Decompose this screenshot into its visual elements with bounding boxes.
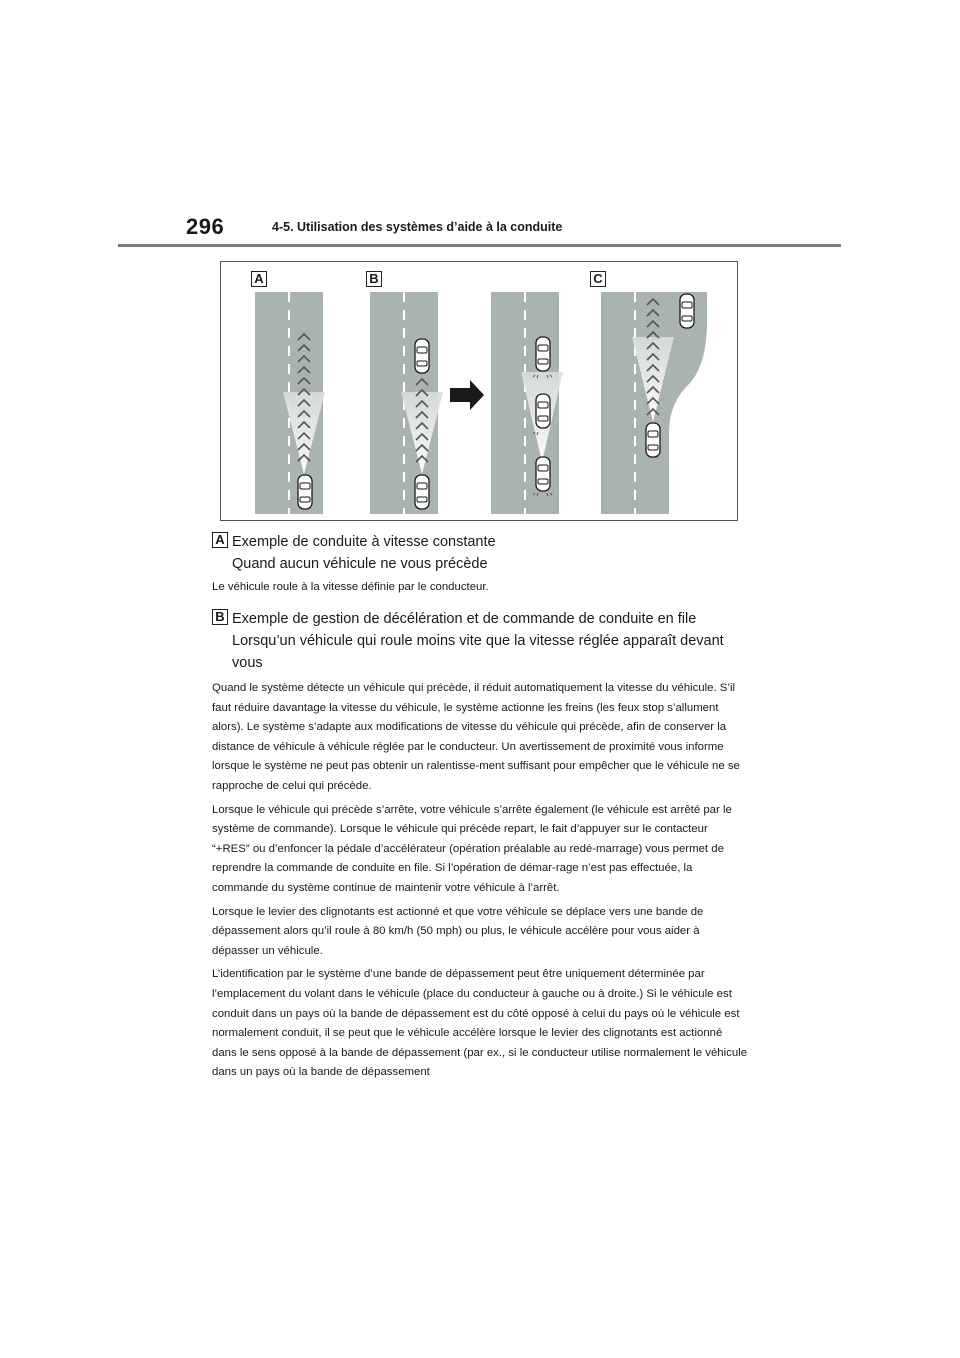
- section-title: 4-5. Utilisation des systèmes d’aide à la conduite: [272, 220, 563, 234]
- own-car-b2: [536, 457, 550, 491]
- section-a-paragraph: Le véhicule roule à la vitesse définie par le conducteur.: [212, 581, 489, 593]
- page-number: 296: [186, 214, 225, 239]
- own-car-c: [646, 423, 660, 457]
- section-b-paragraph-2: Lorsque le véhicule qui précède s’arrête, votre véhicule s’arrête également (le véhicule est arrêté par le système de commande). Lorsque le véhicule qui précède repart, le fait d’appuyer sur le contacteur “+RES” ou d’enfoncer la pédale d’accélérateur (opération préalable au redé-marrage) vous permet de reprendre la commande de conduite en file. Si l’opération de démar-rage n’est pas effectuée, la commande du système continue de maintenir votre véhicule à l’arrêt.: [212, 803, 732, 894]
- section-a-heading: Exemple de conduite à vitesse constante: [232, 534, 496, 550]
- own-car-a: [298, 475, 312, 509]
- section-b-subheading: Lorsqu’un véhicule qui roule moins vite que la vitesse réglée apparaît devant: [232, 633, 724, 649]
- figure-label-b: B: [366, 271, 382, 287]
- illustration-figure: [220, 261, 738, 521]
- section-a-body: [212, 578, 748, 602]
- own-car-b1: [415, 475, 429, 509]
- road-diagram: [221, 262, 739, 522]
- section-a-subheading: Quand aucun véhicule ne vous précède: [232, 556, 488, 572]
- section-b-paragraph-3: Lorsque le levier des clignotants est actionné et que votre véhicule se déplace vers une bande de dépassement alors qu’il roule à 80 km/h (50 mph) ou plus, le véhicule accélère pour vous aider à dépasser un véhicule.: [212, 905, 704, 957]
- transition-arrow: [450, 380, 484, 410]
- section-b-paragraph-4: L’identification par le système d’une bande de dépassement peut être uniquement déterminée par l’emplacement du volant dans le véhicule (place du conducteur à gauche ou à droite.) Si le véhicule est conduit dans un pays où la bande de dépassement est du côté opposé à celui du pays où le véhicule est normalement conduit, il se peut que le véhicule accélère lorsque le levier des clignotants est actionné dans le sens opposé à la bande de dépassement (par ex., si le conducteur utilise normalement le véhicule dans un pays où la bande de dépassement: [212, 968, 748, 1079]
- section-b-body: [212, 679, 748, 1087]
- lead-car-b2: [536, 337, 550, 371]
- section-b-subheading-cont: vous: [232, 655, 263, 671]
- section-b-paragraph-1: Quand le système détecte un véhicule qui précède, il réduit automatiquement la vitesse du véhicule. S’il faut réduire davantage la vitesse du véhicule, le système actionne les freins (les feux stop s’allument alors). Le système s’adapte aux modifications de vitesse du véhicule qui précède, afin de conserver la distance de véhicule à véhicule réglée par le conducteur. Un avertissement de proximité vous informe lorsque le système ne peut pas obtenir un ralentisse-ment suffisant pour empêcher que le véhicule ne se rapproche de celui qui précède.: [212, 682, 740, 792]
- header-rule: [118, 244, 841, 247]
- section-b-badge: B: [212, 609, 228, 625]
- figure-label-a: A: [251, 271, 267, 287]
- section-b-heading: Exemple de gestion de décélération et de commande de conduite en file: [232, 611, 697, 627]
- middle-car-b2: [536, 394, 550, 428]
- lead-car-b1: [415, 339, 429, 373]
- car-right-lane-c: [680, 294, 694, 328]
- section-a-badge: A: [212, 532, 228, 548]
- figure-label-c: C: [590, 271, 606, 287]
